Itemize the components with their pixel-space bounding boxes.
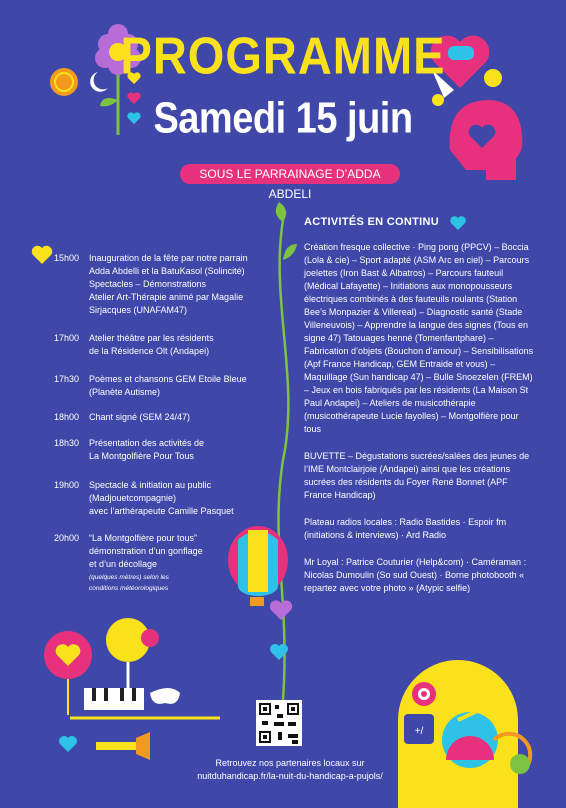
schedule-text: Spectacle & initiation au public (Madjouetcompagnie) avec l’arthérapeute Camille Pasquet	[89, 480, 234, 516]
schedule-time: 20h00	[54, 533, 80, 543]
schedule-time: 17h00	[54, 333, 80, 343]
schedule-text: Inauguration de la fête par notre parrain Adda Abdelli et la BatuKasol (Solincité) Spectacles – Démonstrations Atelier Art-Thérapie animé par Magalie Sirjacques (UNAFAM47)	[89, 253, 248, 315]
mask-icon	[150, 688, 180, 704]
schedule-time: 17h30	[54, 374, 80, 384]
yellow-heart-icon	[32, 246, 52, 264]
event-date: Samedi 15 juin	[153, 94, 413, 144]
activities-column	[304, 216, 536, 609]
activities-heading: ACTIVITÉS EN CONTINU	[304, 216, 439, 228]
trumpet-icon	[96, 732, 150, 760]
blue-heart-small-icon	[59, 736, 77, 752]
footer	[180, 757, 400, 783]
buvette-text: BUVETTE – Dégustations sucrées/salées des jeunes de l’IME Montclairjoie (Andapei) ainsi que les créations sucrées des résidents du Foyer René Bonnet (APF France Handicap)	[304, 451, 530, 500]
lollipop-icon	[106, 618, 159, 690]
weather-note: (quelques mètres) selon les conditions météorologiques	[89, 574, 169, 592]
loyal-text: Mr Loyal : Patrice Couturier (Help&com) · Caméraman : Nicolas Dumoulin (So sud Ouest) · Borne photobooth « repartez avec votre photo » (Atypic selfie)	[304, 557, 527, 593]
schedule-text: “La Montgolfière pour tous” démonstration d’un gonflage et d’un décollage	[89, 533, 203, 569]
footer-link[interactable]: nuitduhandicap.fr/la-nuit-du-handicap-a-pujols/	[197, 771, 383, 781]
radios-text: Plateau radios locales : Radio Bastides · Espoir fm (initiations & interviews) · Ard Radio	[304, 517, 507, 540]
page-title: PROGRAMME	[120, 26, 446, 85]
schedule-text: Présentation des activités de La Montgolfière Pour Tous	[89, 438, 205, 461]
footer-line1: Retrouvez nos partenaires locaux sur	[215, 758, 365, 768]
patron-banner: SOUS LE PARRAINAGE D’ADDA ABDELI	[180, 164, 400, 184]
schedule-time: 18h30	[54, 438, 80, 448]
schedule-text: Atelier théâtre par les résidents de la Résidence Olt (Andapei)	[89, 333, 214, 356]
activities-list: Création fresque collective · Ping pong (PPCV) – Boccia (Lola & cie) – Sport adapté (ASM Arc en ciel) – Parcours joelettes (Iron Bast & Albatros) – Parcours fauteuil (Médical Lafayette) – Initiations aux monopousseurs électriques combinés à des fauteuils roulants (Station Bee’s Monpazier & Villereal) – Diagnostic santé (Stade Villeneuvois) – Apprendre la langue des signes (Tous en signe 47) Tatouages henné (Tomenfantphare) – Fabrication d’objets (Bouchon d’amour) – Sensibilisations (Apf France Handicap, GEM Entraide et vous) – Maquillage (Sun handicap 47) – Bulle Snoezelen (FREM) – Jeux en bois fabriqués par les résidents (La Maison St Paul Andapei) – Ateliers de musicothérapie (musicothérapeute Lucie fayolles) – Montgolfière pour tous	[304, 242, 534, 434]
robot-face-icon	[398, 660, 530, 808]
schedule-text: Poèmes et chansons GEM Etoile Bleue (Planète Autisme)	[89, 374, 247, 397]
schedule-time: 18h00	[54, 412, 80, 422]
qr-code-icon	[256, 700, 302, 746]
schedule-time: 15h00	[54, 253, 80, 263]
schedule-text: Chant signé (SEM 24/47)	[89, 412, 191, 422]
schedule-time: 19h00	[54, 480, 80, 490]
svg-text:+/: +/	[414, 726, 424, 737]
